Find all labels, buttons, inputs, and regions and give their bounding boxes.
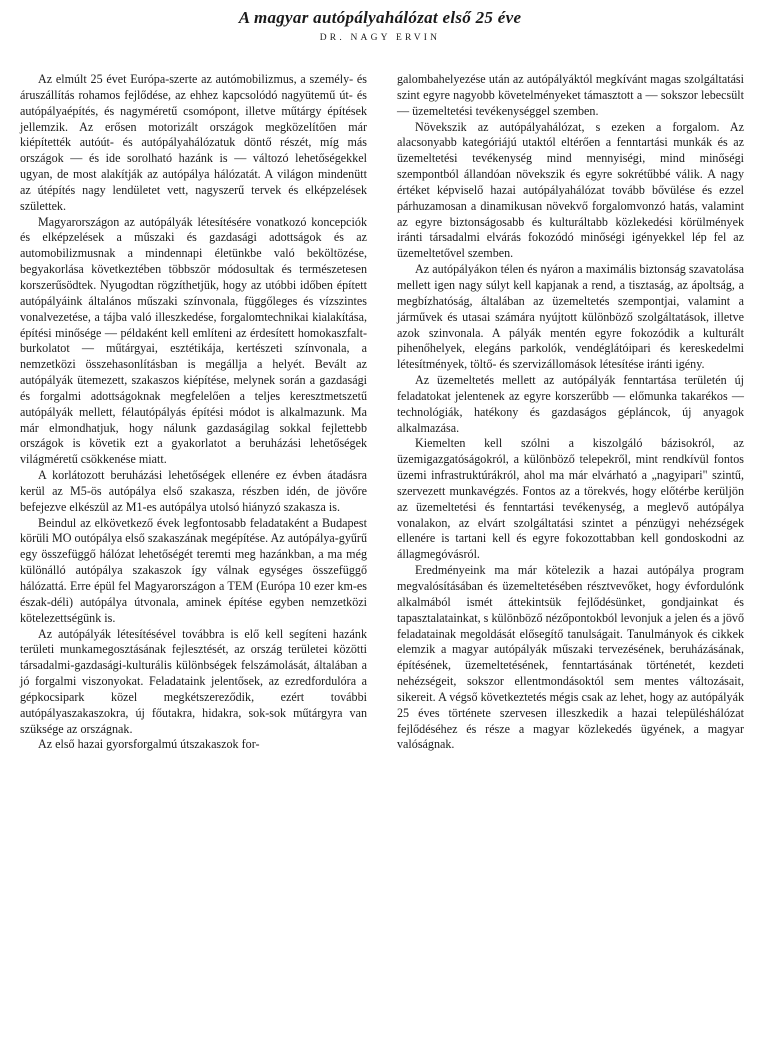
left-column xyxy=(20,72,367,753)
paragraph: Eredményeink ma már kötelezik a hazai autópálya program megvalósításában és üzemeltetésében résztvevőket, hogy évfordulónk alkalmából ismét áttekintsük fejlődésünket, gondjainkat és tapasztalatainkat, s különböző nézőpontokból levonjuk a jelen és a jövő feladatainak megoldását elősegítő tanulságait. Tanulmányok és cikkek elemzik a magyar autópályák műszaki tervezésének, beruházásának, építésének, üzemeltetésének, fenntartásának történetét, kezdeti nehézségeit, sokszor ellentmondásoktól sem mentes változásait, sikereit. A végső következtetés mégis csak az lehet, hogy az autópályák 25 éves története szervesen illeszkedik a hazai településhálózat fejlődéséhez és része a magyar közlekedés ügyének, a magyar valóságnak. xyxy=(397,563,744,752)
right-column xyxy=(397,72,744,753)
paragraph: Az elmúlt 25 évet Európa-szerte az autómobilizmus, a személy- és áruszállítás rohamos fejlődése, az ehhez kapcsolódó nagyütemű út- és autópályaépítés, és nagyméretű csomópont, illetve műtárgy építések jellemzik. Az erősen motorizált országok megközelítően már kiépítették autóút- és autópályahálózatuk döntő részét, míg más országok — és ide sorolható hazánk is — változó lehetőségekkel ugyan, de most alakítják az autópálya hálózatát. A világon mindenütt az útépítés nagy lendületet vett, nagyszerű tervek és elképzelések születtek. xyxy=(20,72,367,213)
paragraph: Beindul az elkövetkező évek legfontosabb feladataként a Budapest körüli MO outópálya első szakaszának megépítése. Az autópálya-gyűrű egy összefüggő hálózat lehetőségét teremti meg hazánkban, a ma még különálló autópálya szakaszok így válnak egységes összefüggő hálózattá. Erre épül fel Magyarországon a TEM (Európa 10 ezer km-es észak-déli) autópálya útvonala, aminek építése egyben nemzetközi kötelezettségünk is. xyxy=(20,515,367,625)
paragraph: Növekszik az autópályahálózat, s ezeken a forgalom. Az alacsonyabb kategóriájú utaktól eltérően a fenntartási munkák és az üzemeltetési tevékenység mind mennyiségi, mind minőségi szempontból állandóan növekszik és egyre sokrétűbbé válik. A nagy értéket képviselő hazai autópályahálózat tovább bővülése és ezzel párhuzamosan a dinamikusan növekvő forgalomvonzó hatás, valamint az egyre biztonságosabb és kulturáltabb közlekedési körülmények iránti társadalmi elvárás fokozódó minőségi igényekkel lép fel az üzemeltetővel szemben. xyxy=(397,119,744,261)
paragraph: Az üzemeltetés mellett az autópályák fenntartása területén új feladatokat jelentenek az egyre korszerűbb — előmunka takarékos — technológiák, hatékony és gazdaságos gépláncok, új anyagok alkalmazása. xyxy=(397,373,744,435)
article-author: DR. NAGY ERVIN xyxy=(319,33,441,43)
paragraph-continued: galombahelyezése után az autópályáktól megkívánt magas szolgáltatási szint egyre nagyobb követelményeket támasztott a — sokszor lebecsült — üzemeltetési tevékenységgel szemben. xyxy=(397,72,744,118)
paragraph: Magyarországon az autópályák létesítésére vonatkozó koncepciók és elképzelések a műszaki és gazdasági adottságok és az automobilizmusnak a mindennapi életünkbe való beköltözése, begyakorlása következtében többször módosultak és természetesen korszerűsödtek. Nyugodtan rögzíthetjük, hogy az utóbbi időben épített autópályáink általános műszaki színvonala, függőleges és vízszintes vonalvezetése, a tájba való illeszkedése, forgalomtechnikai kialakítása, építési minősége — példaként kell említeni az érdesített homokaszfalt-burkolatot — műtárgyai, esztétikája, kertészeti színvonala, a nemzetközi összehasonlításban is megállja a helyét. Bevált az autópályák ütemezett, szakaszos kiépítése, melynek során a gazdasági és forgalmi adottságoknak megfelelően a teljes keresztmetszetű autópályák mellett, félautópályás építési módot is alkalmazunk. Ma már elmondhatjuk, hogy nálunk gazdaságilag sokkal fejlettebb országok is követik ezt a gyakorlatot a beruházási lehetőségek világméretű csökkenése miatt. xyxy=(20,214,367,467)
paragraph: Az autópályákon télen és nyáron a maximális biztonság szavatolása mellett igen nagy súlyt kell kapjanak a rend, a tisztaság, az ápoltság, a megbízhatóság, általában az üzemeltetés szempontjai, valamint a járművek és utasai számára nyújtott különböző szolgáltatások, illetve azok szinvonala. A pályák mentén egyre fokozódik a kulturált pihenőhelyek, elegáns parkolók, vendéglátóipari és kereskedelmi létesítmények, töltő- és szervizállomások létesítése iránti igény. xyxy=(397,262,744,372)
paragraph: Kiemelten kell szólni a kiszolgáló bázisokról, az üzemigazgatóságokról, a különböző telepekről, mint rendkívül fontos üzemi infrastruktúrákról, ahol ma már elvárható a „nagyipari" szintű, szervezett munkavégzés. Fontos az a törekvés, hogy előtérbe kerüljön az üzemeltetési és fenntartási tevékenység, a meglevő autópálya vonalakon, az elvárt szolgáltatási szintet a pénzügyi nehézségek ellenére is tartani kell és egyre fokozottabban kell gondoskodni az állagmegóvásról. xyxy=(397,436,744,562)
article-title: A magyar autópályahálózat első 25 éve xyxy=(238,8,522,27)
paragraph: A korlátozott beruházási lehetőségek ellenére ez évben átadásra kerül az M5-ös autópálya első szakasza, részben idén, de jövőre befejezve elkészül az M1-es autópálya utolsó hiányzó szakasza is. xyxy=(20,468,367,514)
article-body xyxy=(20,72,744,753)
paragraph: Az autópályák létesítésével továbbra is elő kell segíteni hazánk területi munkamegosztásának fejlesztését, az ország területei közötti társadalmi-gazdasági-kulturális különbségek felszámolását, általában a jó forgalmi viszonyokat. Feladataink jelentősek, az ezredfordulóra a gépkocsipark közel megkétszereződik, ezért további autópályaszakaszokra, új főutakra, hidakra, sok-sok műtárgyra van szüksége az országnak. xyxy=(20,626,367,736)
paragraph: Az első hazai gyorsforgalmú útszakaszok for- xyxy=(38,737,260,752)
